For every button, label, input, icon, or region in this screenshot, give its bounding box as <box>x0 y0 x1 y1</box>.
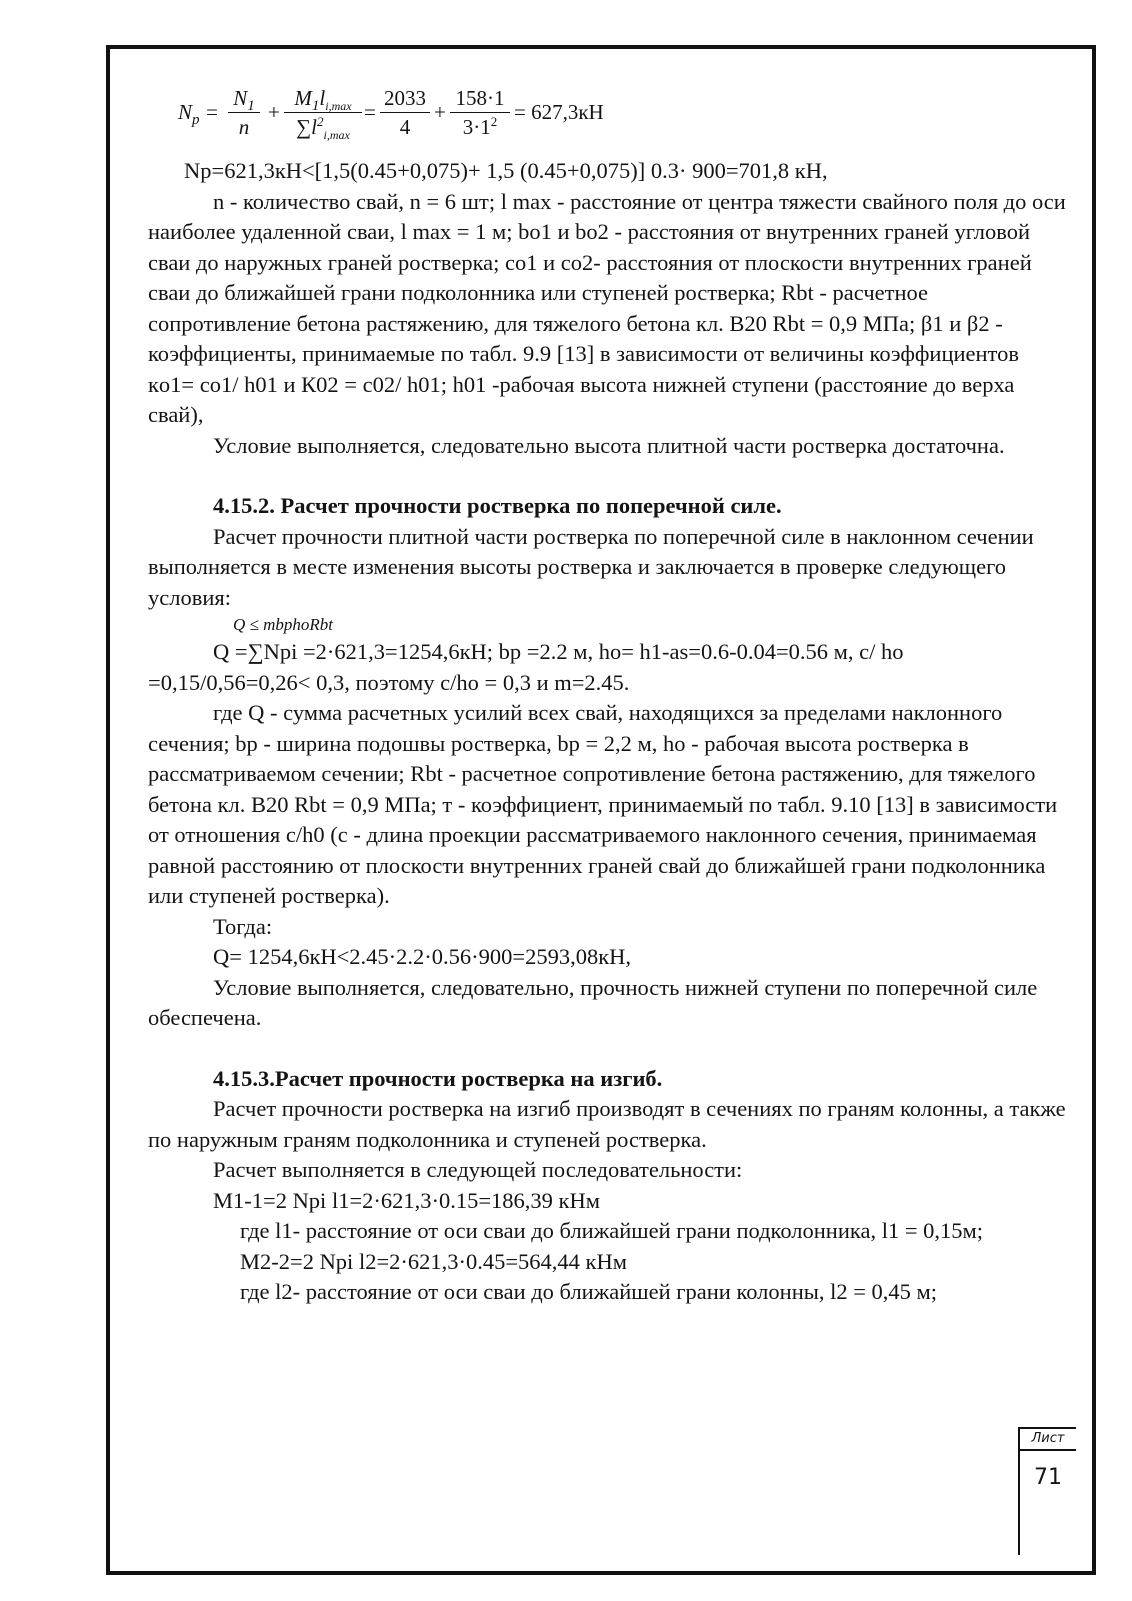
moment-1-1: M1-1=2 Npi l1=2·621,3·0.15=186,39 кНм <box>213 1187 600 1213</box>
paragraph-4-15-3: Расчет прочности ростверка на изгиб производят в сечениях по граням колонны, а также по наружным граням подколонника и ступеней ростверка. <box>148 1096 1066 1152</box>
eq-result: = 627,3кН <box>514 100 604 124</box>
where-q-paragraph: где Q - сумма расчетных усилий всех свай, находящихся за пределами наклонного сечения; bp - ширина подошвы ростверка, bp = 2,2 м, ho - рабочая высота ростверка в рассматриваемом сечении; Rbt - расчетное сопротивление бетона растяжению, для тяжелого бетона кл. В20 Rbt = 0,9 МПа; т - коэффициент, принимаемый по табл. 9.10 [13] в зависимости от отношения c/h0 (c - длина проекции рассматриваемого наклонного сечения, принимаемая равной расстоянию от плоскости внутренних граней свай до ближайшей грани подколонника или ступеней ростверка). <box>148 700 1058 908</box>
moment-2-2: M2-2=2 Npi l2=2·621,3·0.45=564,44 кНм <box>240 1248 627 1274</box>
condition-2: Условие выполняется, следовательно, прочность нижней ступени по поперечной силе обеспечена. <box>148 974 1038 1030</box>
shear-formula: Q ≤ mbphoRbt <box>233 615 333 634</box>
sequence-label: Расчет выполняется в следующей последовательности: <box>213 1157 743 1182</box>
eq-lhs: $N_p$ = <box>178 100 219 128</box>
page-body <box>148 156 1068 1308</box>
l2-definition: где l2- расстояние от оси сваи до ближайшей грани колонны, l2 = 0,45 м; <box>240 1279 938 1304</box>
condition-1: Условие выполняется, следовательно высота плитной части ростверка достаточна. <box>213 432 1005 458</box>
eq-fraction-2: $M_1l_{i,max}$ $\sum l^2_{i,max}$ <box>284 86 362 140</box>
paragraph-4-15-2: Расчет прочности плитной части ростверка по поперечной силе в наклонном сечении выполняется в месте изменения высоты ростверка и заключается в проверке следующего условия: <box>148 523 1034 610</box>
explain-paragraph: n - количество свай, n = 6 шт; l max - расстояние от центра тяжести свайного поля до оси наиболее удаленной сваи, l max = 1 м; bo1 и bo2 - расстояния от внутренних граней угловой сваи до наружных граней ростверка; co1 и co2- расстояния от плоскости внутренних граней сваи до ближайшей грани подколонника или ступеней ростверка; Rbt - расчетное сопротивление бетона растяжению, для тяжелого бетона кл. В20 Rbt = 0,9 МПа; β1 и β2 - коэффициенты, принимаемые по табл. 9.9 [13] в зависимости от величины коэффициентов кo1= co1/ h01 и К02 = c02/ h01; h01 -рабочая высота нижней ступени (расстояние до верха свай), <box>148 188 1066 427</box>
heading-4-15-3: 4.15.3.Расчет прочности ростверка на изгиб. <box>213 1065 663 1091</box>
q-calculation: Q =∑Npi =2·621,3=1254,6кН; bp =2.2 м, ho= h1-as=0.6-0.04=0.56 м, c/ ho =0,15/0,56=0,26< 0,3, поэтому c/ho = 0,3 и m=2.45. <box>148 639 904 695</box>
eq-fraction-1: $\frac{N_1}{n}$ <box>228 86 260 140</box>
eq-fraction-3: $\frac{2033}{4}$ <box>380 86 430 140</box>
q-check: Q= 1254,6кН<2.45·2.2·0.56·900=2593,08кН, <box>213 944 632 969</box>
heading-4-15-2: 4.15.2. Расчет прочности ростверка по поперечной силе. <box>213 493 782 518</box>
eq-fraction-4: $\frac{158\cdot 1}{3\cdot 1^2}$ <box>450 86 510 140</box>
sheet-label: Лист <box>1020 1429 1076 1451</box>
sheet-number: 71 <box>1034 1465 1062 1490</box>
sheet-stamp <box>1018 1427 1076 1555</box>
then-label: Тогда: <box>213 913 273 939</box>
np-check: Np=621,3кН<[1,5(0.45+0,075)+ 1,5 (0.45+0,075)] 0.3· 900=701,8 кН, <box>184 158 828 183</box>
l1-definition: где l1- расстояние от оси сваи до ближайшей грани подколонника, l1 = 0,15м; <box>240 1218 984 1243</box>
